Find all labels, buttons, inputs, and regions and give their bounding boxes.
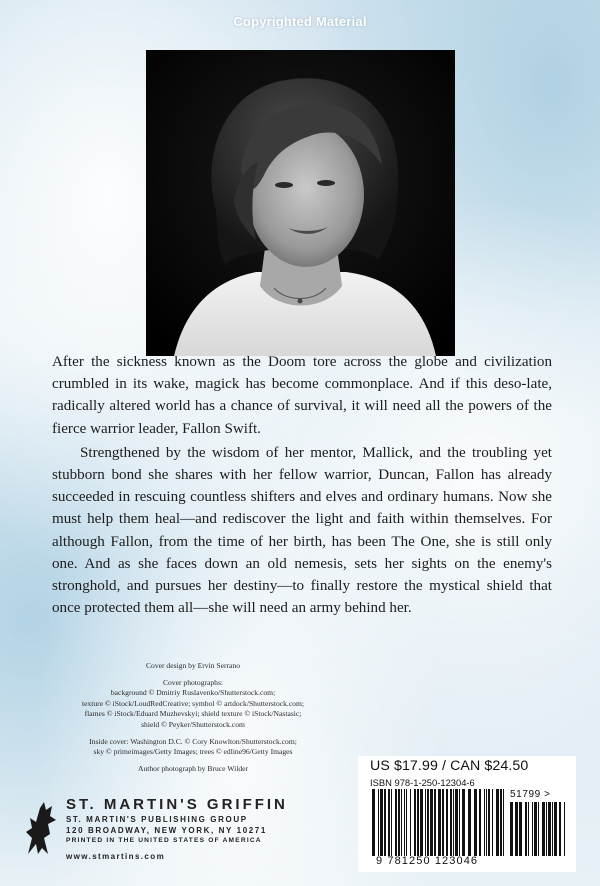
barcode-bar (484, 789, 485, 856)
griffin-logo-icon (22, 798, 58, 856)
barcode-bar (384, 789, 386, 856)
barcode-bar (455, 789, 458, 856)
book-blurb (52, 351, 552, 619)
barcode-bar (538, 802, 539, 856)
barcode-bar (559, 802, 561, 856)
cover-photo-credit-3: flames © iStock/Eduard Muzhevskyi; shield texture © iStock/Nastasic; (84, 709, 302, 719)
author-photo (146, 50, 455, 356)
barcode-bar (510, 802, 513, 856)
printed-in-usa: PRINTED IN THE UNITED STATES OF AMERICA (66, 837, 262, 844)
cover-photo-credit-1: background © Dmitriy Ruslavenko/Shutterstock.com; (110, 688, 276, 698)
barcode-bar (534, 802, 537, 856)
barcode-bar (404, 789, 405, 856)
barcode-bar (486, 789, 487, 856)
barcode-bar (378, 789, 379, 856)
barcode-bar (395, 789, 397, 856)
barcode-bar (410, 789, 411, 856)
author-portrait-image (146, 50, 455, 356)
barcode-bar (542, 802, 545, 856)
barcode-bar (552, 802, 553, 856)
barcode-bar (519, 802, 522, 856)
blurb-paragraph-1: After the sickness known as the Doom tore across the globe and civilization crumbled in its wake, magick has become commonplace. And if this deso-late, radically altered world has a chance of survival, it will need all the powers of the fierce warrior leader, Fallon Swift. (52, 354, 552, 437)
author-photo-credit: Author photograph by Bruce Wilder (137, 763, 249, 773)
isbn-text: ISBN 978-1-250-12304-6 (370, 777, 475, 788)
barcode-bar (468, 789, 471, 856)
barcode-bar (503, 789, 504, 856)
barcode-bar (564, 802, 565, 856)
barcode-bar (388, 789, 390, 856)
barcode-bar (515, 802, 518, 856)
barcode-bar (459, 789, 460, 856)
barcode-bar (430, 789, 433, 856)
barcode-bar (500, 789, 502, 856)
barcode-bar (488, 789, 490, 856)
barcode-bar (434, 789, 436, 856)
barcode-bar (548, 802, 551, 856)
barcode-label (358, 756, 576, 872)
barcode-bar (442, 789, 444, 856)
barcode-bar (427, 789, 429, 856)
barcode-bar (492, 789, 493, 856)
publisher-block (22, 796, 342, 866)
cover-photo-credit-2: texture © iStock/LoudRedCreative; symbol © artdock/Shutterstock.com; (81, 698, 304, 708)
barcode-bar (496, 789, 499, 856)
barcode-bar (414, 789, 416, 856)
publisher-url: www.stmartins.com (66, 852, 166, 861)
copyright-watermark: Copyrighted Material (233, 14, 367, 29)
barcode-bar (420, 789, 423, 856)
barcode-bar (406, 789, 407, 856)
cover-design-credit: Cover design by Ervin Serrano (145, 661, 241, 670)
barcode-bar (425, 789, 426, 856)
barcode-bar (462, 789, 465, 856)
barcode-bar (546, 802, 547, 856)
inside-cover-credit-1: Inside cover: Washington D.C. © Cory Knowlton/Shutterstock.com; (89, 736, 297, 746)
barcode-bar (380, 789, 383, 856)
barcode-bar (453, 789, 454, 856)
barcode-bar (438, 789, 441, 856)
barcode-bar (474, 789, 477, 856)
publisher-name: ST. MARTIN'S GRIFFIN (66, 796, 288, 813)
barcode-bar (446, 789, 448, 856)
cover-photo-credit-4: shield © Peyker/Shutterstock.com (141, 719, 245, 729)
barcode-bar (417, 789, 419, 856)
cover-credits (58, 661, 328, 774)
ean-digits: 9 781250 123046 (376, 855, 479, 867)
price-addon-digits: 51799 > (510, 789, 551, 800)
barcode-bar (525, 802, 527, 856)
barcode-bar (554, 802, 557, 856)
publisher-address: 120 BROADWAY, NEW YORK, NY 10271 (66, 826, 267, 835)
barcode-bar (479, 789, 481, 856)
barcode-bar (532, 802, 533, 856)
inside-cover-credit-2: sky © primeimages/Getty Images; trees © edline96/Getty Images (93, 747, 293, 757)
barcode-bar (401, 789, 402, 856)
barcode-bar (450, 789, 452, 856)
barcode-bar (528, 802, 529, 856)
cover-photos-heading: Cover photographs: (162, 677, 224, 687)
blurb-paragraph-2: Strengthened by the wisdom of her mentor, Mallick, and the troubling yet stubborn bond she shares with her fellow warrior, Duncan, Fallon has already succeeded in rescuing countless shifters and elves and ordinary humans. Now she must help them heal—and rediscover the light and faith within themselves. For although Fallon, from the time of her birth, has been The One, she is still only one. And as she faces down an old nemesis, sets her sights on the enemy's stronghold, and pursues her destiny—to finally restore the mystical shield that once protected them all—she will need an army behind her. (52, 444, 552, 617)
publisher-group: ST. MARTIN'S PUBLISHING GROUP (66, 815, 248, 824)
barcode-bar (398, 789, 400, 856)
price-text: US $17.99 / CAN $24.50 (370, 758, 529, 774)
barcode-bar (372, 789, 375, 856)
barcode-bar (391, 789, 392, 856)
